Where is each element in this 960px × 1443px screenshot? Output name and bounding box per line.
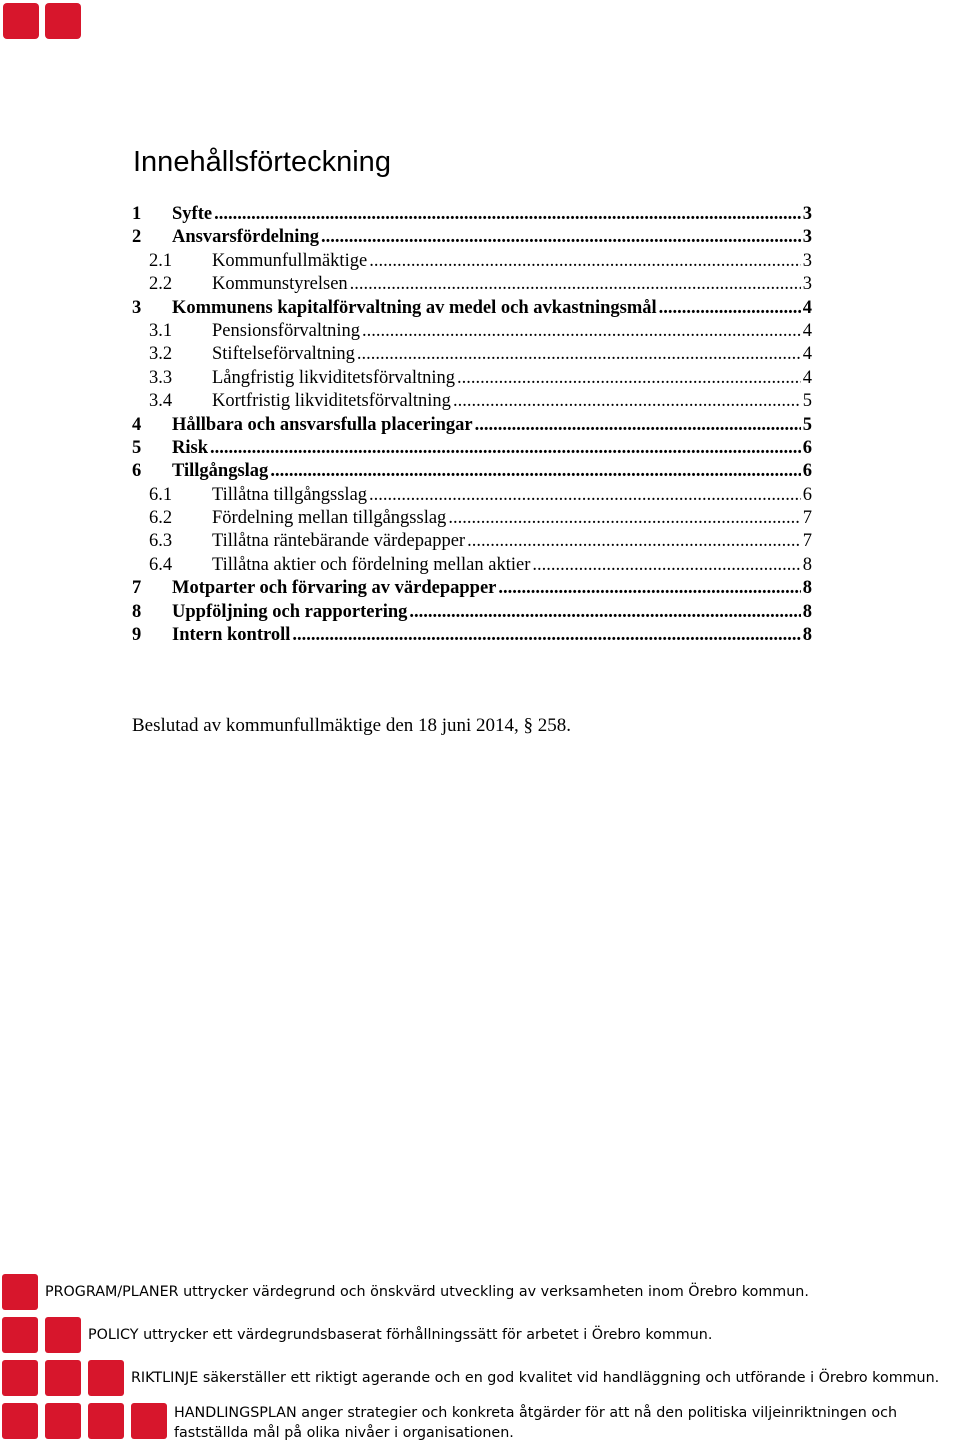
toc-entry[interactable]	[132, 601, 812, 624]
legend-text	[131, 1368, 939, 1388]
toc-leader-dots	[270, 460, 800, 483]
toc-entry-title: Syfte	[172, 204, 213, 224]
toc-entry-page: 7	[802, 508, 812, 529]
toc-entry-number: 7	[132, 578, 142, 599]
toc-leader-dots	[532, 554, 800, 577]
toc-entry-title: Pensionsförvaltning	[212, 320, 360, 341]
toc-entry-page: 4	[802, 297, 812, 318]
toc-entry-number: 3.3	[149, 367, 173, 388]
toc-entry-page: 5	[802, 391, 812, 412]
legend-block	[2, 1403, 38, 1439]
toc-leader-dots	[210, 437, 801, 460]
decision-note: Beslutad av kommunfullmäktige den 18 juni 2014, § 258.	[132, 715, 572, 736]
toc-entry[interactable]	[132, 437, 812, 460]
table-of-contents	[132, 203, 812, 647]
toc-entry-title: Risk	[172, 437, 208, 458]
toc-leader-dots	[369, 484, 801, 507]
toc-leader-dots	[475, 414, 801, 437]
toc-entry-number: 6.1	[149, 484, 173, 505]
legend-text	[174, 1403, 897, 1443]
toc-entry[interactable]	[132, 530, 812, 553]
toc-entry-number: 5	[132, 437, 142, 458]
toc-leader-dots	[357, 343, 801, 366]
toc-entry-number: 8	[132, 601, 142, 622]
legend-text-line: fastställda mål på olika nivåer i organisationen.	[174, 1425, 514, 1441]
legend-block	[131, 1403, 167, 1439]
toc-entry-number: 3.4	[149, 391, 173, 412]
toc-entry-number: 3.2	[149, 344, 173, 365]
legend-block	[45, 1317, 81, 1353]
toc-entry-number: 9	[132, 625, 142, 646]
toc-entry-page: 8	[802, 554, 812, 575]
toc-entry-number: 2	[132, 227, 142, 248]
legend-text	[88, 1325, 712, 1345]
toc-entry-title: Fördelning mellan tillgångsslag	[212, 508, 447, 529]
toc-entry-number: 1	[132, 204, 142, 224]
toc-entry-number: 6.2	[149, 508, 173, 529]
toc-entry-page: 7	[802, 531, 812, 552]
toc-entry[interactable]	[132, 414, 812, 437]
legend-text-line: PROGRAM/PLANER uttrycker värdegrund och önskvärd utveckling av verksamheten inom Örebro kommun.	[45, 1284, 809, 1300]
toc-leader-dots	[659, 297, 801, 320]
toc-entry[interactable]	[132, 390, 812, 413]
toc-entry-title: Uppföljning och rapportering	[172, 601, 408, 622]
legend-block	[88, 1360, 124, 1396]
toc-entry[interactable]	[132, 367, 812, 390]
toc-entry-page: 3	[802, 274, 812, 295]
legend-block	[2, 1274, 38, 1310]
toc-entry[interactable]	[132, 460, 812, 483]
toc-entry-title: Stiftelseförvaltning	[212, 344, 355, 365]
toc-entry-number: 2.1	[149, 250, 173, 271]
toc-entry[interactable]	[132, 320, 812, 343]
logo-block	[3, 3, 39, 39]
toc-entry[interactable]	[132, 577, 812, 600]
toc-leader-dots	[369, 250, 801, 273]
toc-entry-page: 6	[802, 437, 812, 458]
toc-entry[interactable]	[132, 507, 812, 530]
toc-leader-dots	[350, 273, 801, 296]
toc-leader-dots	[292, 624, 800, 647]
toc-entry-title: Tillåtna tillgångsslag	[212, 484, 368, 505]
toc-entry-number: 2.2	[149, 274, 173, 295]
toc-entry-page: 4	[802, 320, 812, 341]
legend-text-line: RIKTLINJE säkerställer ett riktigt agerande och en god kvalitet vid handläggning och utförande i Örebro kommun.	[131, 1370, 940, 1386]
toc-entry-page: 3	[802, 250, 812, 271]
toc-entry-number: 3.1	[149, 320, 173, 341]
toc-entry[interactable]	[132, 226, 812, 249]
toc-entry[interactable]	[132, 297, 812, 320]
legend-block	[2, 1317, 38, 1353]
toc-entry-page: 6	[802, 461, 812, 482]
toc-entry-number: 6.3	[149, 531, 173, 552]
toc-entry-title: Kortfristig likviditetsförvaltning	[212, 391, 451, 412]
toc-entry-title: Kommunens kapitalförvaltning av medel och avkastningsmål	[172, 297, 657, 318]
toc-entry-number: 3	[132, 297, 142, 318]
toc-leader-dots	[409, 601, 800, 624]
toc-entry-number: 6	[132, 461, 142, 482]
toc-entry-title: Tillgångslag	[172, 461, 269, 482]
toc-entry[interactable]	[132, 273, 812, 296]
toc-entry-title: Tillåtna aktier och fördelning mellan aktier	[212, 554, 531, 575]
toc-entry[interactable]	[132, 343, 812, 366]
toc-entry[interactable]	[132, 203, 812, 226]
toc-entry-page: 8	[802, 578, 812, 599]
toc-entry-page: 4	[802, 367, 812, 388]
logo-block	[45, 3, 81, 39]
toc-entry[interactable]	[132, 484, 812, 507]
toc-entry-page: 5	[802, 414, 812, 435]
toc-leader-dots	[498, 577, 800, 600]
toc-entry[interactable]	[132, 554, 812, 577]
legend-text	[45, 1282, 809, 1302]
toc-entry-page: 3	[802, 227, 812, 248]
toc-title: Innehållsförteckning	[133, 146, 391, 178]
toc-entry-page: 8	[802, 625, 812, 646]
toc-leader-dots	[453, 390, 801, 413]
toc-entry-page: 8	[802, 601, 812, 622]
toc-entry-title: Ansvarsfördelning	[172, 227, 319, 248]
toc-leader-dots	[457, 367, 801, 390]
toc-leader-dots	[448, 507, 800, 530]
toc-entry-page: 6	[802, 484, 812, 505]
legend-block	[88, 1403, 124, 1439]
toc-leader-dots	[467, 530, 801, 553]
toc-leader-dots	[214, 203, 801, 226]
toc-entry-title: Hållbara och ansvarsfulla placeringar	[172, 414, 473, 435]
toc-entry-title: Kommunfullmäktige	[212, 250, 368, 271]
toc-entry-title: Motparter och förvaring av värdepapper	[172, 578, 497, 599]
toc-entry-title: Intern kontroll	[172, 625, 291, 646]
legend-block	[45, 1403, 81, 1439]
legend-block	[45, 1360, 81, 1396]
toc-entry[interactable]	[132, 250, 812, 273]
toc-leader-dots	[362, 320, 801, 343]
toc-entry-page: 4	[802, 344, 812, 365]
legend-text-line: POLICY uttrycker ett värdegrundsbaserat förhållningssätt för arbetet i Örebro kommun.	[88, 1327, 713, 1343]
toc-entry[interactable]	[132, 624, 812, 647]
legend-text-line: HANDLINGSPLAN anger strategier och konkreta åtgärder för att nå den politiska viljeinriktningen och	[174, 1405, 898, 1421]
toc-entry-number: 6.4	[149, 554, 173, 575]
toc-entry-title: Kommunstyrelsen	[212, 274, 348, 295]
toc-entry-title: Tillåtna räntebärande värdepapper	[212, 531, 466, 552]
logo	[3, 3, 81, 39]
toc-entry-title: Långfristig likviditetsförvaltning	[212, 367, 456, 388]
toc-entry-page: 3	[802, 204, 812, 224]
legend-block	[2, 1360, 38, 1396]
toc-entry-number: 4	[132, 414, 142, 435]
toc-leader-dots	[321, 226, 801, 249]
